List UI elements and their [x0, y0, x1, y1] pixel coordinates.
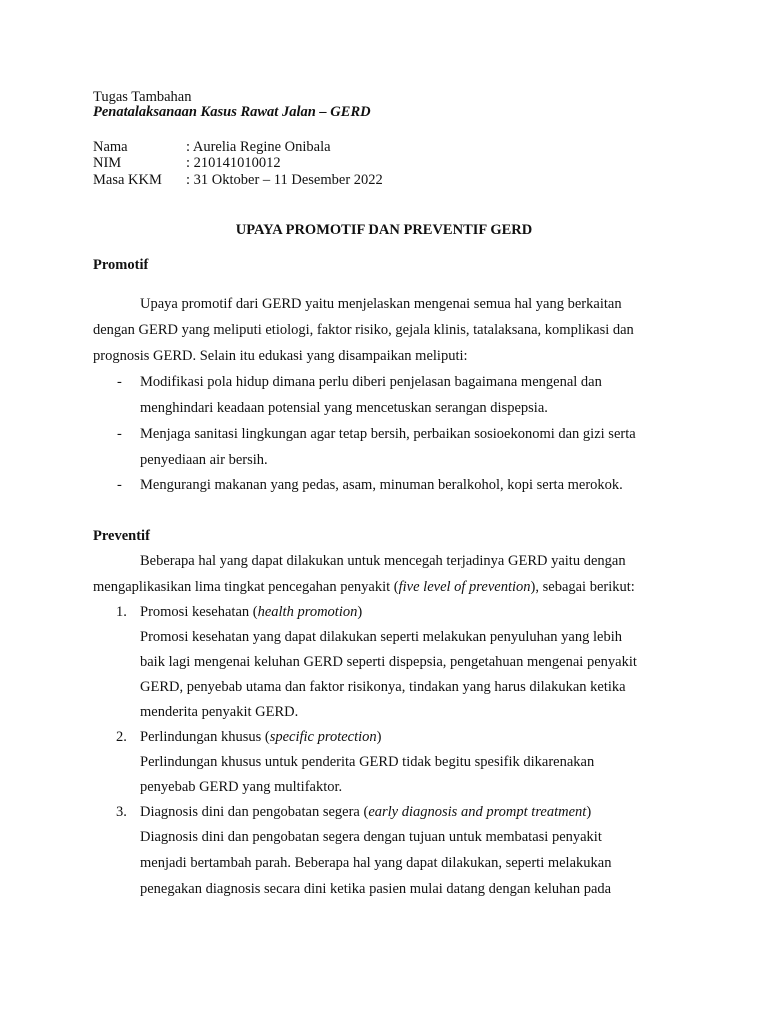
- bullet-item-line: Menjaga sanitasi lingkungan agar tetap bersih, perbaikan sosioekonomi dan gizi serta: [140, 426, 636, 442]
- assignment-title: Penatalaksanaan Kasus Rawat Jalan – GERD: [93, 104, 371, 120]
- list-item-line: menderita penyakit GERD.: [140, 704, 299, 720]
- section-heading-preventif: Preventif: [93, 528, 150, 544]
- list-item-line: Diagnosis dini dan pengobatan segera dengan tujuan untuk membatasi penyakit: [140, 829, 602, 845]
- info-value-nim: : 210141010012: [186, 155, 281, 171]
- preventif-intro-line: mengaplikasikan lima tingkat pencegahan penyakit (five level of prevention), sebagai berikut:: [93, 579, 635, 595]
- promotif-paragraph-line: Upaya promotif dari GERD yaitu menjelaskan mengenai semua hal yang berkaitan: [140, 296, 622, 312]
- list-item-line: Perlindungan khusus untuk penderita GERD tidak begitu spesifik dikarenakan: [140, 754, 595, 770]
- info-value-nama: : Aurelia Regine Onibala: [186, 139, 331, 155]
- info-label-masa-kkm: Masa KKM: [93, 172, 162, 188]
- list-number: 3.: [116, 804, 127, 820]
- promotif-paragraph-line: dengan GERD yang meliputi etiologi, faktor risiko, gejala klinis, tatalaksana, komplikasi dan: [93, 322, 634, 338]
- bullet-item-line: Mengurangi makanan yang pedas, asam, minuman beralkohol, kopi serta merokok.: [140, 477, 623, 493]
- promotif-paragraph-line: prognosis GERD. Selain itu edukasi yang disampaikan meliputi:: [93, 348, 468, 364]
- list-item-title: Diagnosis dini dan pengobatan segera (early diagnosis and prompt treatment): [140, 804, 592, 820]
- list-number: 1.: [116, 604, 127, 620]
- list-item-line: GERD, penyebab utama dan faktor risikonya, tindakan yang harus dilakukan ketika: [140, 679, 626, 695]
- info-value-masa-kkm: : 31 Oktober – 11 Desember 2022: [186, 172, 383, 188]
- info-label-nim: NIM: [93, 155, 122, 171]
- bullet-marker: -: [117, 477, 122, 493]
- list-number: 2.: [116, 729, 127, 745]
- section-heading-promotif: Promotif: [93, 257, 149, 273]
- list-item-title: Perlindungan khusus (specific protection): [140, 729, 382, 745]
- bullet-marker: -: [117, 426, 122, 442]
- bullet-marker: -: [117, 374, 122, 390]
- list-item-line: Promosi kesehatan yang dapat dilakukan seperti melakukan penyuluhan yang lebih: [140, 629, 622, 645]
- list-item-title: Promosi kesehatan (health promotion): [140, 604, 363, 620]
- bullet-item-line: Modifikasi pola hidup dimana perlu diberi penjelasan bagaimana mengenal dan: [140, 374, 602, 390]
- preventif-intro-line: Beberapa hal yang dapat dilakukan untuk mencegah terjadinya GERD yaitu dengan: [140, 553, 626, 569]
- bullet-item-line: penyediaan air bersih.: [140, 452, 268, 468]
- document-title: UPAYA PROMOTIF DAN PREVENTIF GERD: [235, 222, 533, 238]
- assignment-label: Tugas Tambahan: [93, 89, 192, 105]
- list-item-line: menjadi bertambah parah. Beberapa hal yang dapat dilakukan, seperti melakukan: [140, 855, 612, 871]
- list-item-line: penyebab GERD yang multifaktor.: [140, 779, 343, 795]
- info-label-nama: Nama: [93, 139, 128, 155]
- bullet-item-line: menghindari keadaan potensial yang mencetuskan serangan dispepsia.: [140, 400, 548, 416]
- list-item-line: baik lagi mengenai keluhan GERD seperti dispepsia, pengetahuan mengenai penyakit: [140, 654, 637, 670]
- list-item-line: penegakan diagnosis secara dini ketika pasien mulai datang dengan keluhan pada: [140, 881, 612, 897]
